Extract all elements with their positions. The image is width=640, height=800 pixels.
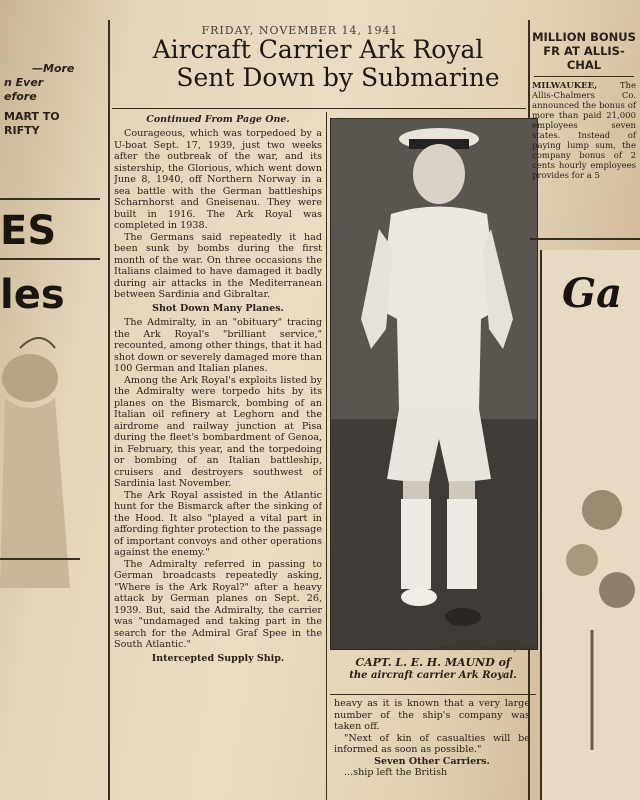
left-ad-line: MART TO xyxy=(4,110,60,123)
right-story-text: The Allis-Chalmers Co. announced the bonus of more than paid 21,000 employees seven states. Instead of paying lump sum, the company bonus of 2 cents hourly employees provides for a 5 xyxy=(532,81,636,181)
headline-line-2: Sent Down by Submarine xyxy=(176,63,500,92)
photo-caption xyxy=(330,656,536,682)
paragraph: The Germans said repeatedly it had been sunk by bombs during the first month of the war. On three occasions the Italians claimed to have damaged it badly during air attacks in the Mediterranean between Sardinia and Gibraltar. xyxy=(114,231,322,300)
right-ad-script: Ga xyxy=(562,270,623,317)
subhead: Intercepted Supply Ship. xyxy=(151,652,285,664)
article-column-2 xyxy=(334,698,530,800)
caption-line-1: CAPT. L. E. H. MAUND of xyxy=(355,656,511,669)
paragraph: "Next of kin of casualties will be informed as soon as possible." xyxy=(334,732,530,755)
column-rule-mid xyxy=(326,112,327,800)
dateline: FRIDAY, NOVEMBER 14, 1941 xyxy=(201,24,399,37)
article-column-1 xyxy=(114,112,322,800)
right-story-bottom-rule xyxy=(530,238,640,240)
left-ad-big-text-2: les xyxy=(0,272,65,318)
right-story-body xyxy=(528,81,640,181)
right-story-headline: MILLION BONUS FR AT ALLIS-CHAL xyxy=(532,30,636,72)
left-ad-line: n Ever xyxy=(4,76,44,89)
flower-illustration xyxy=(542,450,640,750)
captain-photo xyxy=(330,118,538,650)
fashion-illustration xyxy=(0,328,108,708)
left-ad-line: efore xyxy=(4,90,37,103)
paragraph: The Ark Royal assisted in the Atlantic hunt for the Bismarck after the sinking of the Hood. It also "played a vital part in affording fighter protection to the passage of important convoys and other operations against the enemy." xyxy=(114,489,322,558)
paragraph: Courageous, which was torpedoed by a U-boat Sept. 17, 1939, just two weeks after the outbreak of the war, and its sistership, the Glorious, which went down June 8, 1940, off Northern Norway in a sea battle with the German battleships Scharnhorst and Gneisenau. They were built in 1916. The Ark Royal was completed in 1938. xyxy=(114,128,322,231)
subhead: Seven Other Carriers. xyxy=(374,755,490,767)
paragraph: Among the Ark Royal's exploits listed by the Admiralty were torpedo hits by its planes on the Bismarck, bombing of an Italian oil refinery at Leghorn and the airdrome and railway junction at Pisa during the fleet's bombardment of Genoa, in February, this year, and the torpedoing or bombing of an Italian battleship, cruisers and destroyers southwest of Sardinia last November. xyxy=(114,374,322,489)
column-2-body xyxy=(334,698,530,779)
right-advertisement xyxy=(540,250,640,800)
photo-credit: —Associated Press Wirephoto. xyxy=(427,644,536,652)
paragraph: The Admiralty referred in passing to German broadcasts repeatedly asking, "Where is the Ark Royal?" after a heavy attack by German planes on Sept. 26, 1939. But, said the Admiralty, the carrier was "undamaged and taking part in the search for the Admiral Graf Spee in the South Atlantic." xyxy=(114,558,322,650)
right-story-dateline: MILWAUKEE, xyxy=(532,81,620,91)
article-body xyxy=(114,128,322,664)
left-ad-big-text-1: ES xyxy=(0,208,57,254)
subhead: Shot Down Many Planes. xyxy=(152,302,284,314)
left-ad-rule xyxy=(0,198,100,200)
left-ad-line: RIFTY xyxy=(4,124,40,137)
left-ad-rule-2 xyxy=(0,258,100,260)
column-rule-left xyxy=(108,20,110,800)
left-ad-line: —More xyxy=(32,62,75,75)
headline-underline xyxy=(112,108,526,109)
headline-line-1: Aircraft Carrier Ark Royal xyxy=(152,35,484,64)
caption-rule xyxy=(330,694,536,695)
left-ad-text xyxy=(0,62,108,138)
right-story-rule xyxy=(534,76,634,77)
photo-illustration xyxy=(331,119,537,649)
continued-note: Continued From Page One. xyxy=(146,114,290,125)
left-advertisement xyxy=(0,30,108,712)
article-headline xyxy=(112,36,524,92)
paragraph: heavy as it is known that a very large number of the ship's company was taken off. xyxy=(334,698,530,732)
right-story xyxy=(528,30,640,181)
paragraph: ...ship left the British xyxy=(344,767,448,778)
caption-line-2: the aircraft carrier Ark Royal. xyxy=(349,670,517,681)
paragraph: The Admiralty, in an "obituary" tracing the Ark Royal's "brilliant service," recounted, among other things, that it had shot down or severely damaged more than 100 German and Italian planes. xyxy=(114,317,322,374)
